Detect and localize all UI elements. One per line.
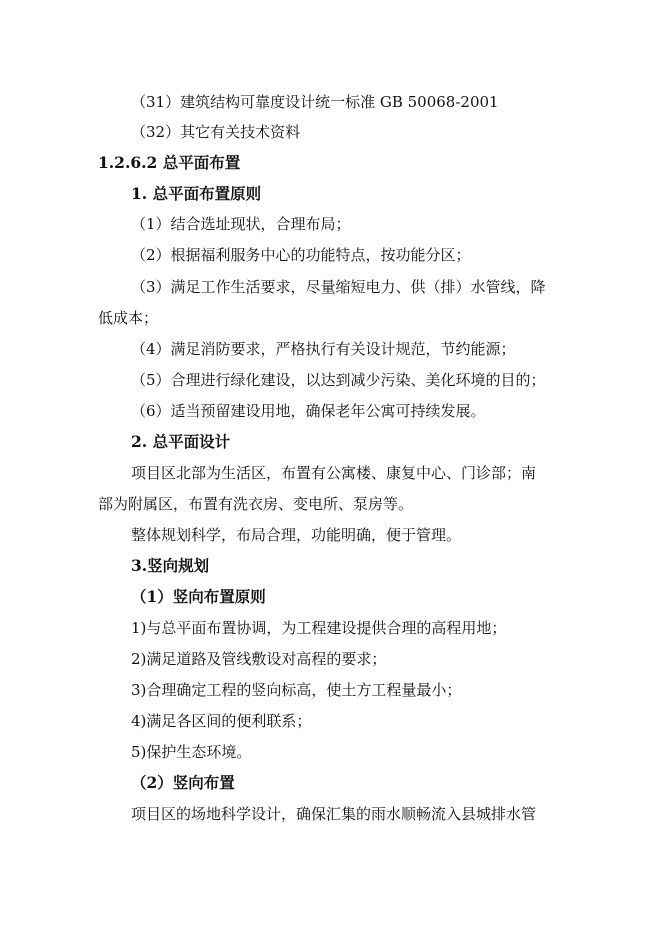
subsection-heading-principles: 1. 总平面布置原则 [131,184,262,203]
subsection-heading-vertical: 3.竖向规划 [131,556,210,575]
principle-item-5: （5）合理进行绿化建设，以达到减少污染、美化环境的目的； [131,371,546,389]
vertical-principle-3: 3)合理确定工程的竖向标高，使土方工程量最小； [131,681,462,699]
vertical-principle-4: 4)满足各区间的便利联系； [131,712,312,730]
vertical-principle-1: 1)与总平面布置协调，为工程建设提供合理的高程用地； [131,619,507,637]
principle-item-2: （2）根据福利服务中心的功能特点，按功能分区； [131,246,471,264]
design-paragraph-2: 整体规划科学，布局合理，功能明确，便于管理。 [131,526,462,544]
vertical-principles-heading: （1）竖向布置原则 [131,587,266,606]
paragraph-standard-32: （32）其它有关技术资料 [131,123,301,141]
paragraph-standard-31: （31）建筑结构可靠度设计统一标准 GB 50068-2001 [131,93,499,111]
vertical-layout-heading: （2）竖向布置 [131,773,235,792]
principle-item-3: （3）满足工作生活要求，尽量缩短电力、供（排）水管线，降 [131,278,546,296]
principle-item-3-continued: 低成本； [98,309,159,327]
vertical-principle-2: 2)满足道路及管线敷设对高程的要求； [131,650,387,668]
vertical-principle-5: 5)保护生态环境。 [131,743,252,761]
principle-item-1: （1）结合选址现状，合理布局； [131,215,351,233]
principle-item-6: （6）适当预留建设用地，确保老年公寓可持续发展。 [131,402,486,420]
design-paragraph-1: 项目区北部为生活区，布置有公寓楼、康复中心、门诊部；南 [131,464,537,482]
subsection-heading-design: 2. 总平面设计 [131,432,231,451]
design-paragraph-1-continued: 部为附属区，布置有洗衣房、变电所、泵房等。 [98,495,414,513]
vertical-layout-paragraph: 项目区的场地科学设计，确保汇集的雨水顺畅流入县城排水管 [131,805,537,823]
section-heading-1-2-6-2: 1.2.6.2 总平面布置 [98,153,241,172]
principle-item-4: （4）满足消防要求，严格执行有关设计规范，节约能源； [131,340,516,358]
